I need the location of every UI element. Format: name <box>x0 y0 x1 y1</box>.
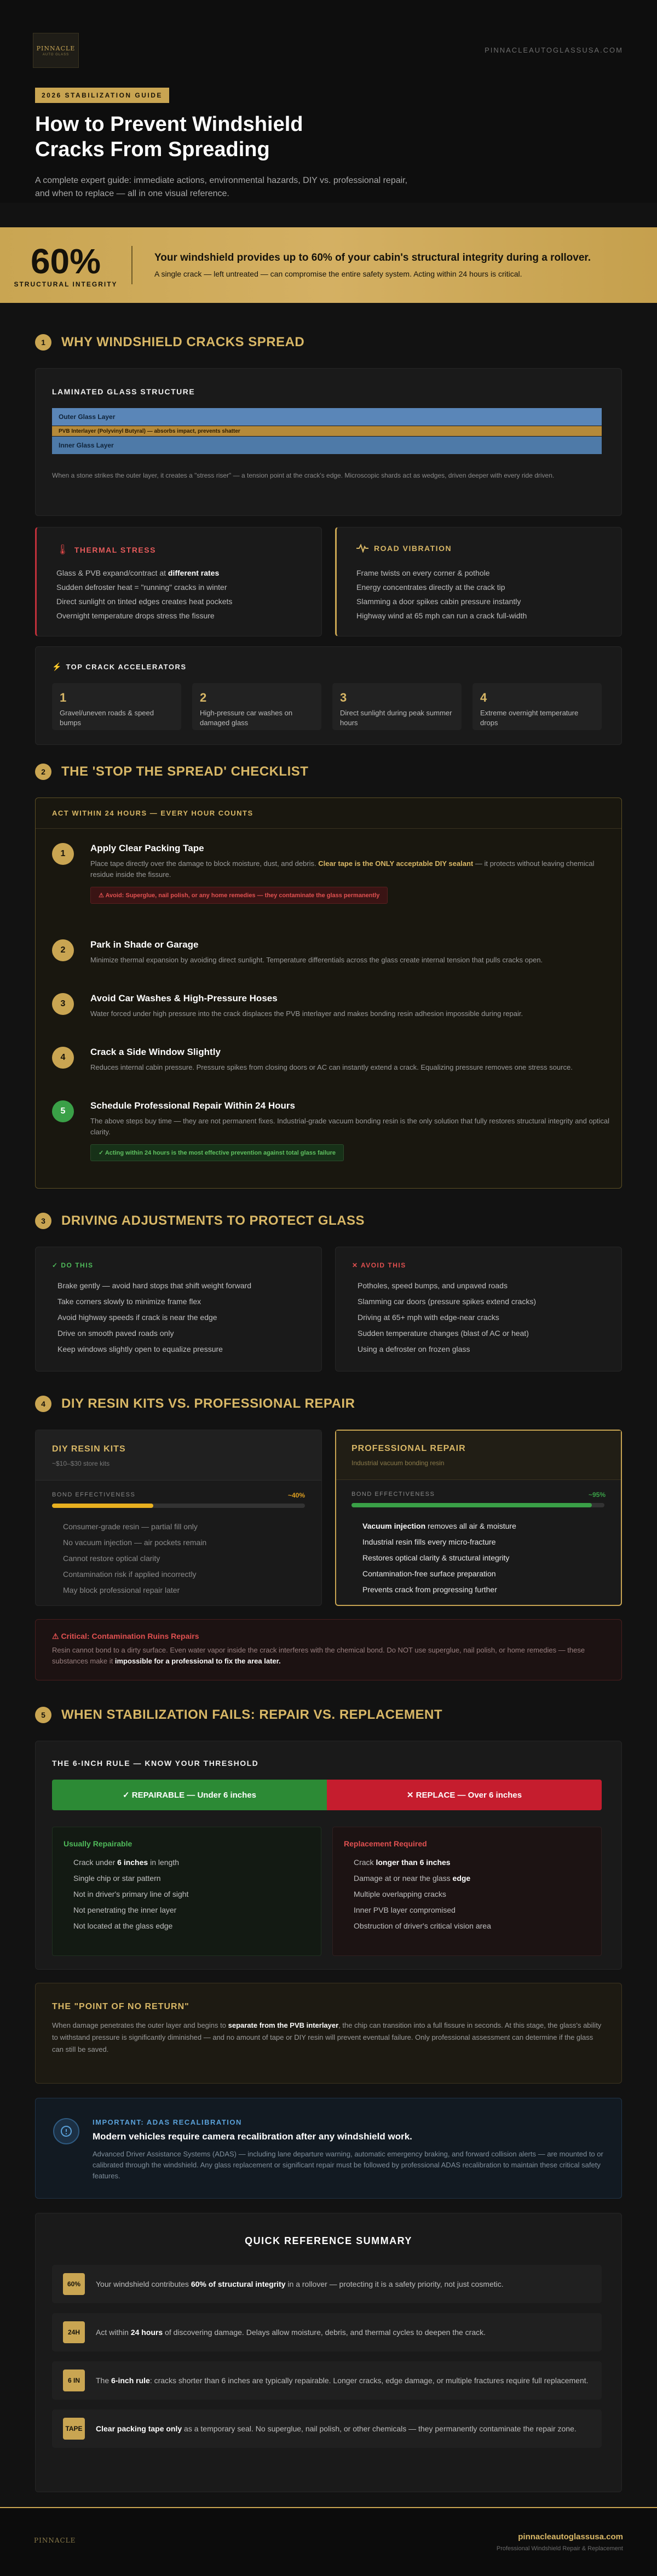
adas-card <box>35 2098 622 2199</box>
ponr-title: THE "POINT OF NO RETURN" <box>52 2002 189 2011</box>
outer-glass-layer: Outer Glass Layer <box>52 408 602 426</box>
accelerator-number: 3 <box>340 691 347 704</box>
site-url[interactable]: PINNACLEAUTOGLASSUSA.COM <box>485 46 623 54</box>
diy-sub: ~$10–$30 store kits <box>52 1460 110 1467</box>
do-list <box>57 1278 251 1357</box>
list-item: Contamination risk if applied incorrectly <box>63 1570 197 1579</box>
list-item: Crack longer than 6 inches <box>354 1858 451 1867</box>
list-item: Frame twists on every corner & pothole <box>356 569 490 577</box>
step-text: Reduces internal cabin pressure. Pressure spikes from closing doors or AC can instantly extend a crack. Equalizing pressure removes one stress source. <box>90 1063 573 1071</box>
summary-badge: 6 IN <box>63 2370 85 2391</box>
summary-text: Act within 24 hours of discovering damage. Delays allow moisture, debris, and thermal cycles to deepen the crack. <box>96 2328 486 2337</box>
glass-note: When a stone strikes the outer layer, it creates a "stress riser" — a tension point at the crack's edge. Microscopic shards act as wedges, driven deeper with every ride driven. <box>52 472 555 479</box>
step-text: The above steps buy time — they are not permanent fixes. Industrial-grade vacuum bonding resin is the only solution that fully restores structural integrity and optical clarity. <box>90 1117 610 1136</box>
pro-sub: Industrial vacuum bonding resin <box>351 1459 445 1467</box>
diy-bond-label: BOND EFFECTIVENESS <box>52 1491 136 1498</box>
section-title: THE 'STOP THE SPREAD' CHECKLIST <box>61 764 309 779</box>
accelerators-title: TOP CRACK ACCELERATORS <box>66 663 187 671</box>
accelerator-number: 2 <box>200 691 207 704</box>
accelerator-text: Extreme overnight temperature drops <box>480 709 579 727</box>
section-1-heading <box>35 334 304 351</box>
list-item: Not penetrating the inner layer <box>73 1906 177 1914</box>
critical-alert <box>35 1619 622 1680</box>
accelerator-item <box>52 683 181 730</box>
accelerator-number: 4 <box>480 691 487 704</box>
list-item: Contamination-free surface preparation <box>362 1569 496 1578</box>
section-number: 1 <box>35 334 51 351</box>
list-item: May block professional repair later <box>63 1586 180 1594</box>
page-title: How to Prevent Windshield Cracks From Spreading <box>35 113 303 161</box>
step-number: 5 <box>52 1100 74 1122</box>
step-title: Apply Clear Packing Tape <box>90 843 204 853</box>
diy-card <box>35 1430 322 1606</box>
stat-text <box>154 251 603 279</box>
repairable-list <box>73 1855 188 1934</box>
six-inch-rule-card <box>35 1741 622 1970</box>
pro-list <box>362 1518 516 1598</box>
footer-tagline: Professional Windshield Repair & Replacement <box>496 2545 623 2552</box>
accelerator-item <box>472 683 602 730</box>
summary-title: QUICK REFERENCE SUMMARY <box>245 2235 412 2246</box>
accelerators-card <box>35 646 622 745</box>
footer-url[interactable]: pinnacleautoglassusa.com <box>518 2532 623 2541</box>
step-title: Park in Shade or Garage <box>90 939 199 950</box>
list-item: Highway wind at 65 mph can run a crack full-width <box>356 611 527 620</box>
summary-badge: TAPE <box>63 2418 85 2440</box>
thermal-title: THERMAL STRESS <box>74 545 156 554</box>
diy-bond-bar <box>52 1504 305 1508</box>
list-item: Using a defroster on frozen glass <box>358 1345 470 1353</box>
section-4-heading <box>35 1396 355 1412</box>
footer <box>0 2507 657 2576</box>
critical-text: Resin cannot bond to a dirty surface. Even water vapor inside the crack interferes with the chemical bond. Do NOT use superglue, nail polish, or home remedies — these substances make it impossible for a professional to fix the area later. <box>52 1646 585 1665</box>
repairable-label: ✓ REPAIRABLE — Under 6 inches <box>52 1780 327 1810</box>
list-item: Consumer-grade resin — partial fill only <box>63 1522 198 1531</box>
step-text: Place tape directly over the damage to block moisture, dust, and debris. Clear tape is the ONLY acceptable DIY sealant — it protects without leaving chemical residue inside the fissure. <box>90 859 595 879</box>
list-item: Direct sunlight on tinted edges creates heat pockets <box>56 597 233 606</box>
list-item: Sudden temperature changes (blast of AC or heat) <box>358 1329 529 1338</box>
stat-number: 60% <box>30 242 101 281</box>
section-title: WHEN STABILIZATION FAILS: REPAIR VS. REPLACEMENT <box>61 1707 442 1722</box>
repairable-title: Usually Repairable <box>64 1839 132 1848</box>
accelerator-text: Gravel/uneven roads & speed bumps <box>60 709 154 727</box>
section-title: DRIVING ADJUSTMENTS TO PROTECT GLASS <box>61 1213 365 1228</box>
replace-label: ✕ REPLACE — Over 6 inches <box>327 1780 602 1810</box>
step-title: Crack a Side Window Slightly <box>90 1047 221 1057</box>
vibration-icon <box>356 544 368 553</box>
pro-card <box>335 1430 622 1606</box>
summary-row <box>52 2409 602 2448</box>
replacement-box <box>332 1827 602 1956</box>
list-item: No vacuum injection — air pockets remain <box>63 1538 207 1547</box>
adas-headline: Modern vehicles require camera recalibration after any windshield work. <box>93 2131 412 2142</box>
list-item: Single chip or star pattern <box>73 1874 161 1883</box>
step-number: 3 <box>52 993 74 1015</box>
summary-row <box>52 2361 602 2400</box>
list-item: Overnight temperature drops stress the fissure <box>56 611 215 620</box>
diy-title: DIY RESIN KITS <box>52 1444 126 1454</box>
logo-text: PINNACLE <box>36 44 76 52</box>
step-number: 4 <box>52 1047 74 1069</box>
adas-label: IMPORTANT: ADAS RECALIBRATION <box>93 2118 242 2126</box>
section-number: 4 <box>35 1396 51 1412</box>
avoid-title: ✕ AVOID THIS <box>352 1261 406 1269</box>
list-item: Potholes, speed bumps, and unpaved roads <box>358 1281 508 1290</box>
checklist-step <box>52 843 610 925</box>
list-item: Prevents crack from progressing further <box>362 1585 497 1594</box>
list-item: Driving at 65+ mph with edge-near cracks <box>358 1313 499 1322</box>
lightning-icon: ⚡ <box>52 662 62 671</box>
section-number: 3 <box>35 1213 51 1229</box>
stat-figure <box>0 242 131 288</box>
diy-list <box>63 1519 206 1598</box>
list-item: Damage at or near the glass edge <box>354 1874 471 1883</box>
section-5-heading <box>35 1707 442 1723</box>
repair-threshold-bar <box>52 1780 602 1810</box>
checklist-step <box>52 993 610 1031</box>
critical-title: ⚠ Critical: Contamination Ruins Repairs <box>52 1632 199 1640</box>
section-2-heading <box>35 764 308 780</box>
list-item: Sudden defroster heat = "running" cracks in winter <box>56 583 227 592</box>
checklist-card <box>35 798 622 1189</box>
pvb-interlayer: PVB Interlayer (Polyvinyl Butyral) — absorbs impact, prevents shatter <box>52 426 602 436</box>
thermal-list <box>56 566 232 623</box>
warning-note: ⚠ Avoid: Superglue, nail polish, or any home remedies — they contaminate the glass permanently <box>90 887 388 904</box>
list-item: Multiple overlapping cracks <box>354 1890 446 1898</box>
summary-row <box>52 2313 602 2351</box>
road-vibration-card <box>335 527 622 636</box>
checklist-step <box>52 939 610 978</box>
glass-structure-card <box>35 368 622 516</box>
logo[interactable] <box>33 33 79 68</box>
vibration-title: ROAD VIBRATION <box>374 544 452 553</box>
list-item: Slamming car doors (pressure spikes extend cracks) <box>358 1297 537 1306</box>
footer-logo[interactable]: PINNACLE <box>34 2537 76 2544</box>
stat-headline: Your windshield provides up to 60% of your cabin's structural integrity during a rollover. <box>154 252 591 263</box>
summary-row <box>52 2265 602 2303</box>
hero <box>0 0 657 203</box>
pro-bond-value: ~95% <box>588 1491 606 1499</box>
diy-bond-fill <box>52 1504 153 1508</box>
step-title: Schedule Professional Repair Within 24 Hours <box>90 1100 295 1111</box>
section-title: DIY RESIN KITS VS. PROFESSIONAL REPAIR <box>61 1396 355 1411</box>
avoid-list <box>358 1278 536 1357</box>
point-of-no-return-card <box>35 1983 622 2084</box>
section-number: 2 <box>35 764 51 780</box>
adas-text: Advanced Driver Assistance Systems (ADAS) — including lane departure warning, automatic emergency braking, and forward collision alerts — are mounted to or calibrated through the windshield. Any glass replacement or significant repair must be followed by professional ADAS recalibration to maintain these critical safety features. <box>93 2150 603 2180</box>
checklist-step <box>52 1047 610 1085</box>
accelerator-text: High-pressure car washes on damaged glass <box>200 709 293 727</box>
glass-structure-title: LAMINATED GLASS STRUCTURE <box>52 387 195 396</box>
stat-body: A single crack — left untreated — can compromise the entire safety system. Acting within 24 hours is critical. <box>154 269 522 278</box>
list-item: Take corners slowly to minimize frame flex <box>57 1297 201 1306</box>
accelerator-number: 1 <box>60 691 67 704</box>
replacement-title: Replacement Required <box>344 1839 427 1848</box>
summary-card <box>35 2213 622 2492</box>
list-item: Industrial resin fills every micro-fracture <box>362 1537 496 1546</box>
diy-bond-value: ~40% <box>287 1491 305 1499</box>
step-number: 2 <box>52 939 74 961</box>
thermometer-icon: 🌡 <box>56 544 69 555</box>
ponr-text: When damage penetrates the outer layer and begins to separate from the PVB interlayer, the chip can transition into a full fissure in seconds. At this stage, the glass's ability to withstand pressure is significantly diminished — and no amount of tape or DIY resin will prevent eventual failure. Only professional assessment can determine if the glass can still be saved. <box>52 2021 602 2053</box>
list-item: Keep windows slightly open to equalize pressure <box>57 1345 223 1353</box>
summary-text: Clear packing tape only as a temporary seal. No superglue, nail polish, or other chemicals — they permanently contaminate the repair zone. <box>96 2424 577 2433</box>
list-item: Energy concentrates directly at the crack tip <box>356 583 505 592</box>
step-text: Minimize thermal expansion by avoiding direct sunlight. Temperature differentials across the glass create internal tension that pulls cracks open. <box>90 956 543 964</box>
pro-title: PROFESSIONAL REPAIR <box>351 1444 466 1453</box>
summary-badge: 24H <box>63 2321 85 2343</box>
list-item: Drive on smooth paved roads only <box>57 1329 174 1338</box>
rule-title: THE 6-INCH RULE — KNOW YOUR THRESHOLD <box>52 1759 259 1768</box>
list-item: Slamming a door spikes cabin pressure instantly <box>356 597 521 606</box>
checklist-step <box>52 1100 610 1177</box>
avoid-this-card <box>335 1247 622 1372</box>
replacement-list <box>354 1855 491 1934</box>
inner-glass-layer: Inner Glass Layer <box>52 437 602 454</box>
list-item: Inner PVB layer compromised <box>354 1906 456 1914</box>
list-item: Brake gently — avoid hard stops that shift weight forward <box>57 1281 252 1290</box>
step-number: 1 <box>52 843 74 865</box>
summary-badge: 60% <box>63 2273 85 2295</box>
pro-bond-bar <box>351 1503 604 1507</box>
thermal-stress-card <box>35 527 322 636</box>
pro-bond-fill <box>351 1503 592 1507</box>
step-text: Water forced under high pressure into the crack displaces the PVB interlayer and makes bonding resin adhesion impossible during repair. <box>90 1009 523 1018</box>
pro-bond-label: BOND EFFECTIVENESS <box>351 1491 435 1498</box>
list-item: Not located at the glass edge <box>73 1921 173 1930</box>
list-item: Avoid highway speeds if crack is near the edge <box>57 1313 217 1322</box>
stat-label: STRUCTURAL INTEGRITY <box>14 280 118 288</box>
summary-text: Your windshield contributes 60% of structural integrity in a rollover — protecting it is a safety priority, not just cosmetic. <box>96 2280 504 2288</box>
section-number: 5 <box>35 1707 51 1723</box>
do-this-card <box>35 1247 322 1372</box>
logo-sub: AUTO GLASS <box>42 53 70 56</box>
repairable-box <box>52 1827 321 1956</box>
do-title: ✓ DO THIS <box>52 1261 94 1269</box>
checklist-banner: ACT WITHIN 24 HOURS — EVERY HOUR COUNTS <box>36 798 621 829</box>
info-icon <box>53 2118 79 2144</box>
stat-divider <box>131 246 132 284</box>
list-item: Glass & PVB expand/contract at different rates <box>56 569 220 577</box>
accelerator-item <box>192 683 321 730</box>
list-item: Crack under 6 inches in length <box>73 1858 180 1867</box>
stat-band <box>0 227 657 303</box>
page-subtitle: A complete expert guide: immediate actions, environmental hazards, DIY vs. professional repair, and when to replace — all in one visual reference. <box>35 176 408 198</box>
guide-badge: 2026 STABILIZATION GUIDE <box>35 88 169 103</box>
vibration-list <box>356 566 527 623</box>
list-item: Obstruction of driver's critical vision area <box>354 1921 491 1930</box>
list-item: Not in driver's primary line of sight <box>73 1890 189 1898</box>
step-title: Avoid Car Washes & High-Pressure Hoses <box>90 993 278 1003</box>
section-3-heading <box>35 1213 365 1229</box>
accelerator-item <box>332 683 462 730</box>
section-title: WHY WINDSHIELD CRACKS SPREAD <box>61 335 305 349</box>
accelerator-text: Direct sunlight during peak summer hours <box>340 709 452 727</box>
summary-text: The 6-inch rule: cracks shorter than 6 inches are typically repairable. Longer cracks, edge damage, or multiple fractures require full replacement. <box>96 2376 589 2385</box>
list-item: Restores optical clarity & structural integrity <box>362 1553 510 1562</box>
list-item: Vacuum injection removes all air & moisture <box>362 1522 516 1530</box>
success-note: ✓ Acting within 24 hours is the most effective prevention against total glass failure <box>90 1144 344 1161</box>
list-item: Cannot restore optical clarity <box>63 1554 160 1563</box>
